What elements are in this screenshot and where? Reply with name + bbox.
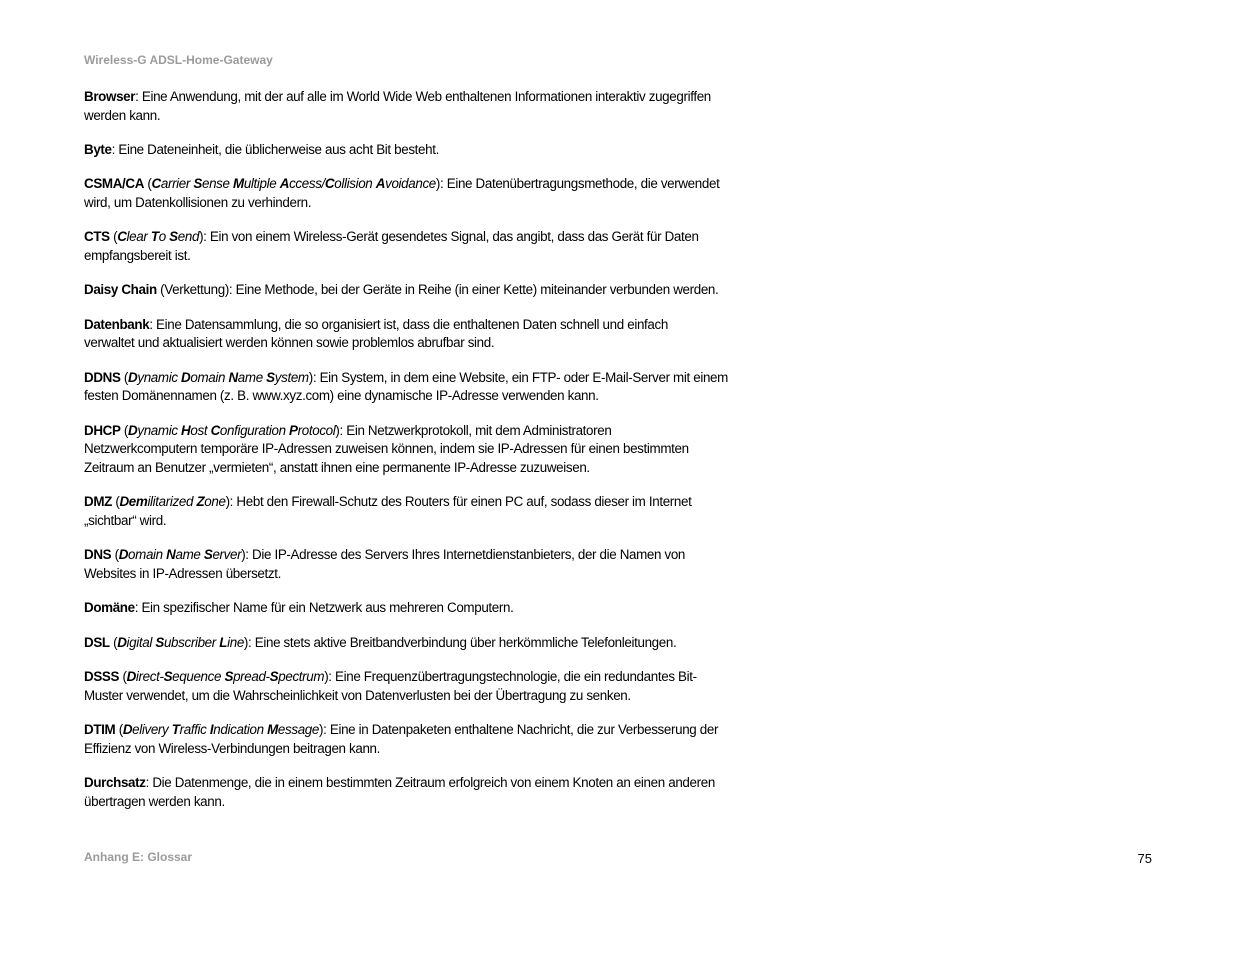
glossary-definition: ): Eine stets aktive Breitbandverbindung über herkömmliche Telefonleitungen. [243, 634, 677, 650]
glossary-term: Durchsatz [84, 774, 146, 790]
running-footer-section: Anhang E: Glossar [84, 850, 193, 864]
glossary-definition-cont: wird, um Datenkollisionen zu verhindern. [84, 195, 312, 210]
glossary-expansion: Direct-Sequence Spread-Spectrum [126, 668, 325, 684]
glossary-entry-domaene [84, 599, 760, 618]
glossary-expansion: Clear To Send [117, 229, 200, 245]
glossary-entry-datenbank [84, 316, 760, 353]
glossary-list [84, 88, 760, 827]
glossary-definition-cont: „sichtbar“ wird. [84, 513, 167, 528]
running-header: Wireless-G ADSL-Home-Gateway [84, 53, 273, 67]
glossary-definition-cont: Zeitraum an Benutzer „vermieten“, anstatt ihnen eine permanente IP-Adresse zuzuweisen. [84, 460, 590, 475]
glossary-expansion: Dynamic Host Configuration Protocol [128, 422, 336, 438]
glossary-term: DSSS [84, 668, 120, 684]
glossary-definition: ): Eine Frequenzübertragungstechnologie, die ein redundantes Bit- [324, 668, 697, 684]
glossary-definition: ): Eine Datenübertragungsmethode, die verwendet [435, 176, 720, 192]
glossary-definition: : Ein spezifischer Name für ein Netzwerk aus mehreren Computern. [134, 600, 514, 616]
glossary-definition-cont: Netzwerkcomputern temporäre IP-Adressen zuweisen können, indem sie IP-Adressen für einen bestimmten [84, 441, 689, 457]
glossary-entry-dns: DNS (Domain Name Server): Die IP-Adresse des Servers Ihres Internetdienstanbieters, der die Namen von Websites in IP-Adressen übersetzt. [84, 547, 686, 581]
glossary-definition-cont: empfangsbereit ist. [84, 248, 191, 263]
glossary-entry-dhcp: DHCP (Dynamic Host Configuration Protocol): Ein Netzwerkprotokoll, mit dem Administratoren Netzwerkcomputern temporäre IP-Adressen zuweisen können, indem sie IP-Adressen für einen bestimmten Zeitraum an Benutzer „vermieten“, anstatt ihnen eine permanente IP-Adresse zuzuweisen. [84, 422, 689, 475]
glossary-definition: : Eine Dateneinheit, die üblicherweise aus acht Bit besteht. [111, 142, 439, 157]
glossary-term: Daisy Chain [84, 282, 157, 298]
glossary-definition-cont: verwaltet und aktualisiert werden können sowie problemlos abrufbar sind. [84, 335, 495, 351]
glossary-entry-durchsatz [84, 774, 760, 811]
glossary-expansion: Delivery Traffic Indication Message [122, 721, 320, 737]
glossary-definition: ): Eine in Datenpaketen enthaltene Nachricht, die zur Verbesserung der [319, 721, 719, 737]
glossary-definition: (Verkettung): Eine Methode, bei der Geräte in Reihe (in einer Kette) miteinander verbunden werden. [156, 282, 719, 298]
glossary-definition: ): Ein von einem Wireless-Gerät gesendetes Signal, das angibt, dass das Gerät für Daten [199, 229, 699, 245]
glossary-term: DDNS [84, 369, 121, 385]
glossary-definition-cont: Muster verwendet, um die Wahrscheinlichkeit von Datenverlusten bei der Übertragung zu senken. [84, 687, 631, 703]
glossary-entry-cts: CTS (Clear To Send): Ein von einem Wireless-Gerät gesendetes Signal, das angibt, dass das Gerät für Daten empfangsbereit ist. [84, 229, 699, 263]
glossary-expansion: Carrier Sense Multiple Access/Collision Avoidance [151, 176, 436, 192]
glossary-entry-browser [84, 88, 760, 125]
glossary-expansion: Digital Subscriber Line [117, 634, 244, 650]
glossary-definition: : Die Datenmenge, die in einem bestimmten Zeitraum erfolgreich von einem Knoten an einen anderen [145, 774, 715, 790]
glossary-entry-dtim: DTIM (Delivery Traffic Indication Message): Eine in Datenpaketen enthaltene Nachricht, die zur Verbesserung der Effizienz von Wireless-Verbindungen beitragen kann. [84, 721, 719, 756]
glossary-definition-cont: übertragen werden kann. [84, 793, 225, 809]
glossary-term: DNS [84, 547, 112, 563]
glossary-term: DTIM [84, 721, 116, 737]
glossary-term: Byte [84, 142, 112, 157]
glossary-term: Domäne [84, 600, 135, 616]
glossary-term: Datenbank [84, 316, 150, 332]
glossary-expansion: Domain Name Server [118, 547, 242, 563]
glossary-definition-cont: festen Domänennamen (z. B. www.xyz.com) eine dynamische IP-Adresse verwenden kann. [84, 388, 599, 404]
glossary-term: Browser [84, 89, 136, 104]
glossary-definition: ): Ein Netzwerkprotokoll, mit dem Administratoren [335, 422, 612, 438]
glossary-term: CTS [84, 229, 110, 245]
glossary-term: CSMA/CA [84, 176, 145, 192]
glossary-entry-dsl: DSL (Digital Subscriber Line): Eine stets aktive Breitbandverbindung über herkömmliche Telefonleitungen. [84, 634, 677, 650]
glossary-term: DHCP [84, 422, 121, 438]
glossary-definition: ): Hebt den Firewall-Schutz des Routers für einen PC auf, sodass dieser im Internet [225, 494, 692, 510]
glossary-definition: ): Ein System, in dem eine Website, ein FTP- oder E-Mail-Server mit einem [308, 369, 728, 385]
glossary-expansion: Demilitarized Zone [119, 494, 226, 510]
glossary-term: DMZ [84, 494, 112, 510]
glossary-definition-cont: Effizienz von Wireless-Verbindungen beitragen kann. [84, 740, 381, 756]
glossary-definition-cont: werden kann. [84, 107, 161, 123]
glossary-entry-ddns: DDNS (Dynamic Domain Name System): Ein System, in dem eine Website, ein FTP- oder E-Mail-Server mit einem festen Domänennamen (z. B. www.xyz.com) eine dynamische IP-Adresse verwenden kann. [84, 369, 728, 404]
glossary-expansion: Dynamic Domain Name System [128, 369, 309, 385]
glossary-entry-dsss: DSSS (Direct-Sequence Spread-Spectrum): Eine Frequenzübertragungstechnologie, die ein redundantes Bit- Muster verwendet, um die Wahrscheinlichkeit von Datenverlusten bei der Übertragung zu senken. [84, 668, 697, 703]
glossary-term: DSL [84, 634, 110, 650]
glossary-definition: ): Die IP-Adresse des Servers Ihres Internetdienstanbieters, der die Namen von [241, 547, 686, 563]
glossary-entry-dmz: DMZ (Demilitarized Zone): Hebt den Firewall-Schutz des Routers für einen PC auf, sodass dieser im Internet „sichtbar“ wird. [84, 494, 692, 528]
glossary-entry-byte [84, 141, 760, 160]
glossary-definition-cont: Websites in IP-Adressen übersetzt. [84, 566, 281, 581]
glossary-definition: : Eine Anwendung, mit der auf alle im World Wide Web enthaltenen Informationen interaktiv zugegriffen [135, 89, 711, 104]
glossary-entry-csma-ca: CSMA/CA (Carrier Sense Multiple Access/Collision Avoidance): Eine Datenübertragungsmethode, die verwendet wird, um Datenkollisionen zu verhindern. [84, 176, 720, 210]
glossary-entry-daisy-chain [84, 281, 760, 300]
glossary-definition: : Eine Datensammlung, die so organisiert ist, dass die enthaltenen Daten schnell und einfach [149, 316, 668, 332]
page-number: 75 [1137, 851, 1152, 866]
